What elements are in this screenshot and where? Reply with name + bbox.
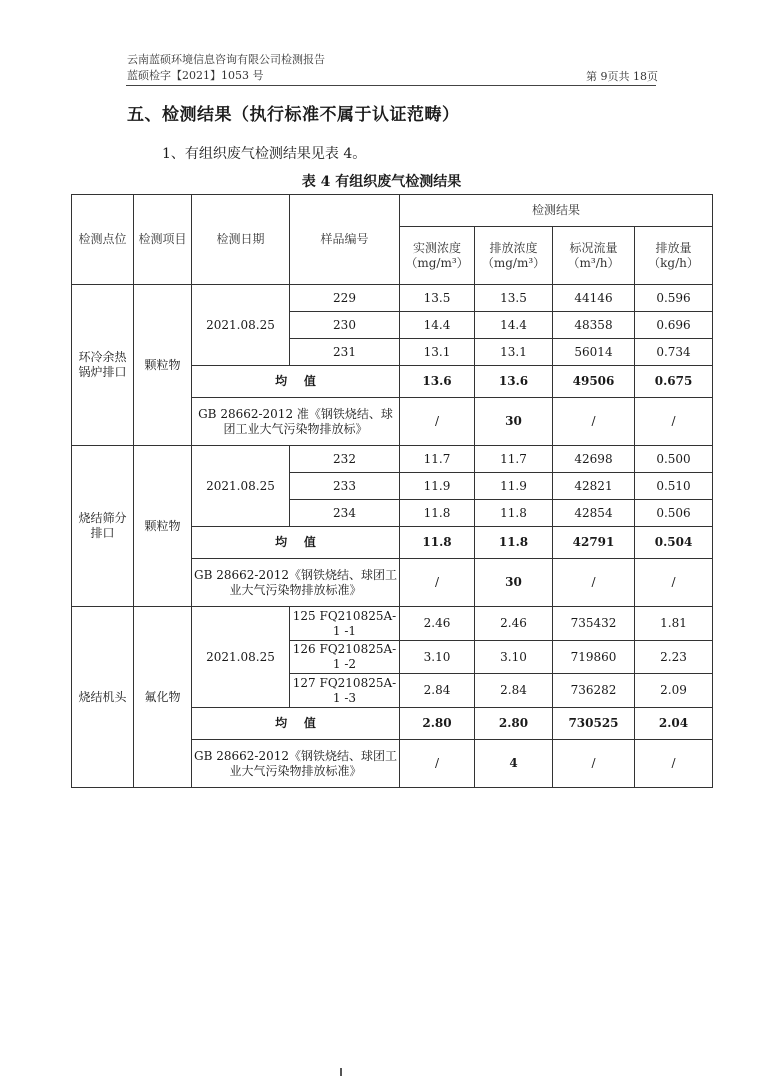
cell-mean-emission: 11.8: [475, 527, 553, 559]
cell-flow: 736282: [553, 674, 635, 708]
cell-mean-flow: 730525: [553, 708, 635, 740]
header-sample-no: 样品编号: [290, 195, 400, 285]
cell-mean-emission: 13.6: [475, 366, 553, 398]
cell-mean-label: 均 值: [192, 527, 400, 559]
cell-flow: 42821: [553, 473, 635, 500]
scan-mark: [340, 1068, 342, 1076]
cell-standard-rate: /: [635, 398, 713, 446]
results-table: [71, 194, 713, 788]
cell-rate: 0.500: [635, 446, 713, 473]
cell-flow: 48358: [553, 312, 635, 339]
cell-flow: 719860: [553, 641, 635, 674]
cell-rate: 0.734: [635, 339, 713, 366]
report-header: [127, 52, 325, 84]
cell-mean-emission: 2.80: [475, 708, 553, 740]
cell-standard-measured: /: [400, 398, 475, 446]
cell-standard-flow: /: [553, 398, 635, 446]
cell-standard-label: GB 28662-2012 准《钢铁烧结、球团工业大气污染物排放标》: [192, 398, 400, 446]
cell-flow: 735432: [553, 607, 635, 641]
cell-standard-flow: /: [553, 740, 635, 788]
cell-emission: 2.84: [475, 674, 553, 708]
cell-rate: 0.510: [635, 473, 713, 500]
table-body: [72, 285, 713, 788]
cell-standard-emission: 4: [475, 740, 553, 788]
cell-item: 颗粒物: [134, 285, 192, 446]
company-name: 云南蓝硕环境信息咨询有限公司检测报告: [127, 53, 325, 66]
table-row: [72, 607, 713, 641]
cell-flow: 42854: [553, 500, 635, 527]
intro-text: 1、有组织废气检测结果见表 4。: [162, 146, 367, 162]
cell-sample: 229: [290, 285, 400, 312]
cell-mean-rate: 2.04: [635, 708, 713, 740]
cell-mean-flow: 42791: [553, 527, 635, 559]
cell-rate: 1.81: [635, 607, 713, 641]
cell-emission: 11.8: [475, 500, 553, 527]
cell-standard-emission: 30: [475, 398, 553, 446]
cell-emission: 14.4: [475, 312, 553, 339]
cell-sample: 127 FQ210825A-1 -3: [290, 674, 400, 708]
cell-mean-label: 均 值: [192, 708, 400, 740]
cell-mean-measured: 2.80: [400, 708, 475, 740]
header-measured-conc: 实测浓度 （mg/m³）: [400, 227, 475, 285]
header-results-group: 检测结果: [400, 195, 713, 227]
cell-date: 2021.08.25: [192, 285, 290, 366]
cell-standard-measured: /: [400, 740, 475, 788]
cell-standard-rate: /: [635, 740, 713, 788]
cell-emission: 2.46: [475, 607, 553, 641]
cell-sample: 232: [290, 446, 400, 473]
cell-item: 颗粒物: [134, 446, 192, 607]
cell-mean-flow: 49506: [553, 366, 635, 398]
cell-emission: 11.7: [475, 446, 553, 473]
cell-emission: 13.1: [475, 339, 553, 366]
cell-rate: 0.596: [635, 285, 713, 312]
cell-point: 烧结筛分排口: [72, 446, 134, 607]
cell-emission: 3.10: [475, 641, 553, 674]
cell-measured: 3.10: [400, 641, 475, 674]
cell-flow: 42698: [553, 446, 635, 473]
cell-item: 氟化物: [134, 607, 192, 788]
cell-sample: 233: [290, 473, 400, 500]
cell-mean-measured: 11.8: [400, 527, 475, 559]
cell-measured: 13.1: [400, 339, 475, 366]
cell-sample: 234: [290, 500, 400, 527]
cell-sample: 231: [290, 339, 400, 366]
cell-mean-rate: 0.675: [635, 366, 713, 398]
cell-mean-measured: 13.6: [400, 366, 475, 398]
cell-sample: 126 FQ210825A-1 -2: [290, 641, 400, 674]
cell-measured: 13.5: [400, 285, 475, 312]
cell-mean-label: 均 值: [192, 366, 400, 398]
cell-measured: 11.7: [400, 446, 475, 473]
header-item: 检测项目: [134, 195, 192, 285]
cell-date: 2021.08.25: [192, 607, 290, 708]
cell-point: 烧结机头: [72, 607, 134, 788]
header-emission-conc: 排放浓度 （mg/m³）: [475, 227, 553, 285]
cell-sample: 230: [290, 312, 400, 339]
table-row: [72, 285, 713, 312]
header-std-flow: 标况流量 （m³/h）: [553, 227, 635, 285]
cell-sample: 125 FQ210825A-1 -1: [290, 607, 400, 641]
page-number: 第 9页共 18页: [586, 70, 658, 83]
cell-emission: 13.5: [475, 285, 553, 312]
cell-rate: 2.23: [635, 641, 713, 674]
cell-point: 环冷余热锅炉排口: [72, 285, 134, 446]
cell-measured: 2.46: [400, 607, 475, 641]
header-date: 检测日期: [192, 195, 290, 285]
report-number: 蓝硕检字【2021】1053 号: [127, 69, 264, 82]
cell-flow: 56014: [553, 339, 635, 366]
cell-standard-emission: 30: [475, 559, 553, 607]
header-divider: [126, 85, 656, 86]
cell-mean-rate: 0.504: [635, 527, 713, 559]
table-row: [72, 446, 713, 473]
cell-measured: 2.84: [400, 674, 475, 708]
section-title: 五、检测结果（执行标准不属于认证范畴）: [127, 105, 460, 125]
table-caption: 表 4 有组织废气检测结果: [301, 174, 462, 190]
cell-standard-flow: /: [553, 559, 635, 607]
cell-standard-label: GB 28662-2012《钢铁烧结、球团工业大气污染物排放标准》: [192, 559, 400, 607]
cell-rate: 0.506: [635, 500, 713, 527]
cell-date: 2021.08.25: [192, 446, 290, 527]
cell-rate: 0.696: [635, 312, 713, 339]
cell-flow: 44146: [553, 285, 635, 312]
cell-standard-measured: /: [400, 559, 475, 607]
cell-standard-rate: /: [635, 559, 713, 607]
cell-measured: 11.9: [400, 473, 475, 500]
header-emission-rate: 排放量 （kg/h）: [635, 227, 713, 285]
cell-rate: 2.09: [635, 674, 713, 708]
cell-measured: 11.8: [400, 500, 475, 527]
cell-measured: 14.4: [400, 312, 475, 339]
header-point: 检测点位: [72, 195, 134, 285]
cell-emission: 11.9: [475, 473, 553, 500]
cell-standard-label: GB 28662-2012《钢铁烧结、球团工业大气污染物排放标准》: [192, 740, 400, 788]
